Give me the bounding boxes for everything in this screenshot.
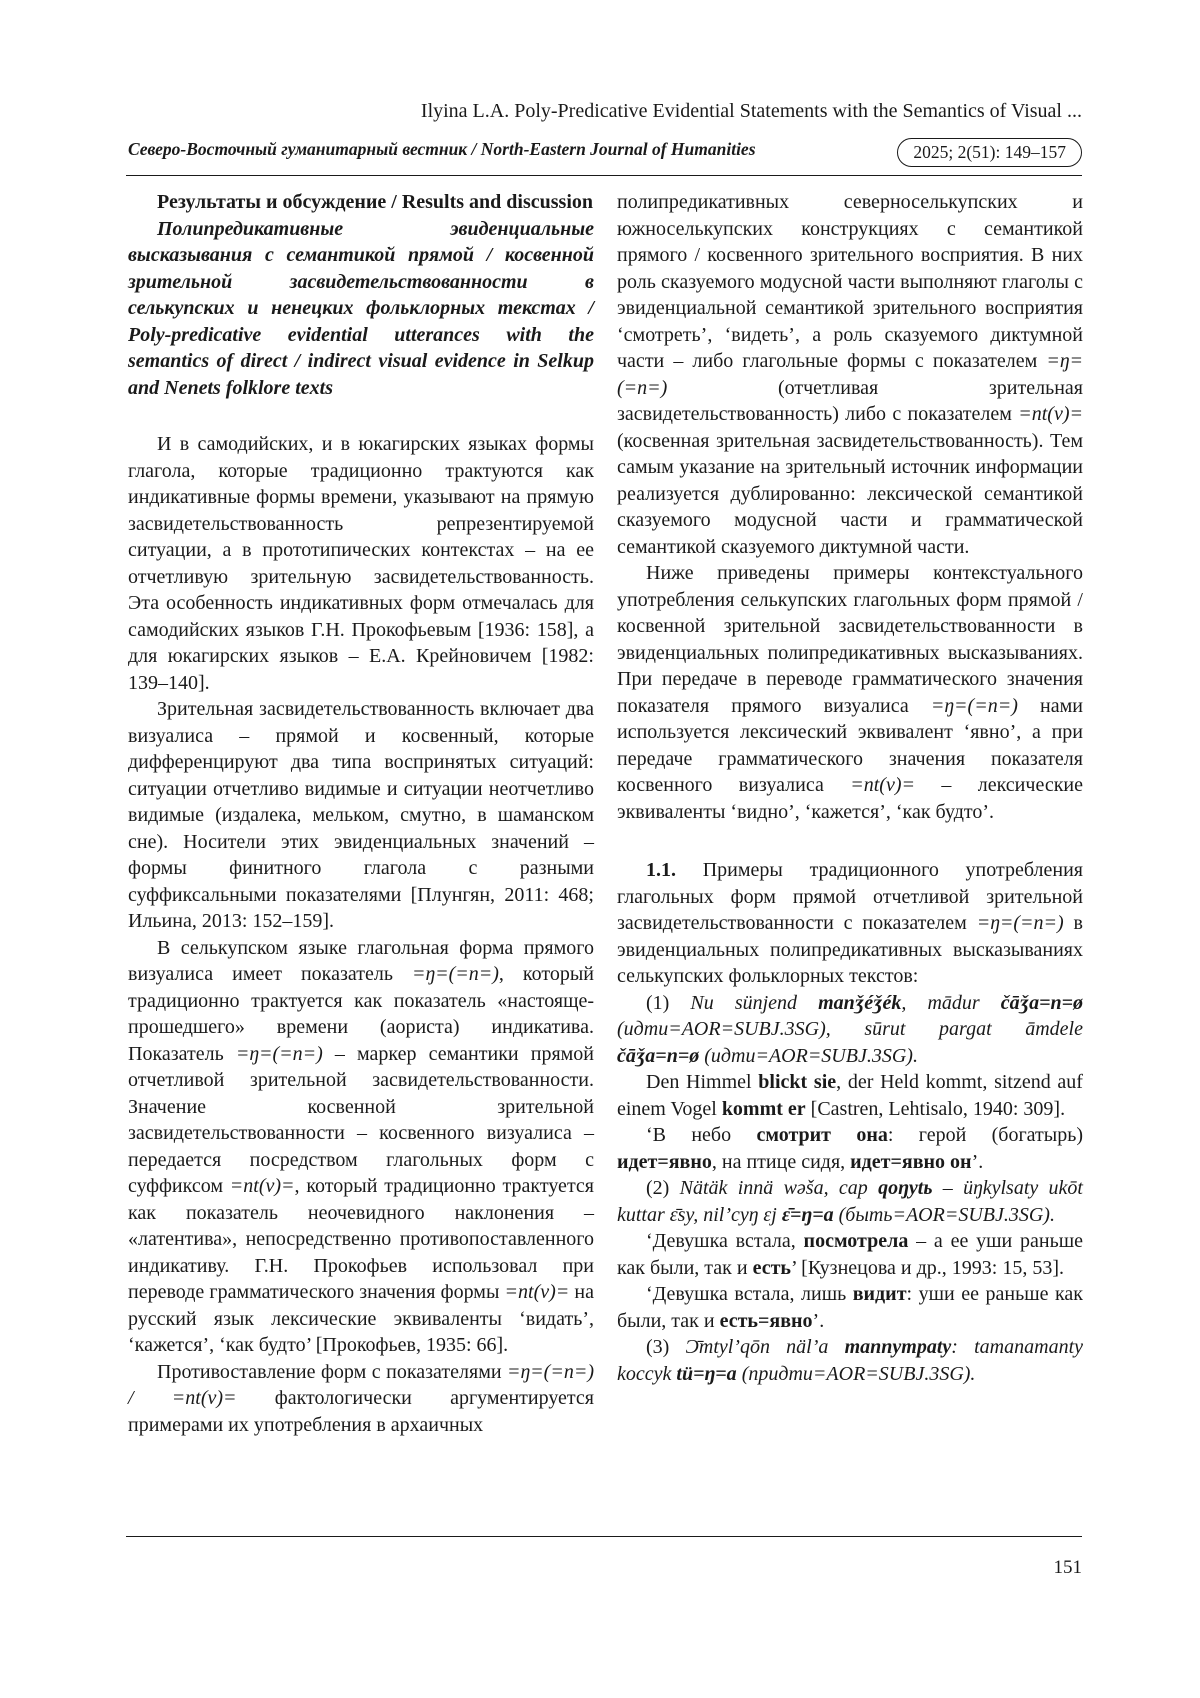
morpheme: =ŋ=(=n=) <box>411 963 499 985</box>
footer-divider <box>126 1536 1082 1537</box>
example-1-translation: ‘В небо смотрит она: герой (богатырь) идет=явно, на птице сидя, идет=явно он’. <box>617 1124 1083 1173</box>
example-1: (1) Nu sünjend manǯéǯék, mādur čāǯa=n=ø (идти=AOR=SUBJ.3SG), sūrut pargat āmdele čāǯa=n=ø (идти=AOR=SUBJ.3SG). <box>617 991 1084 1067</box>
journal-title: Северо-Восточный гуманитарный вестник / North-Eastern Journal of Humanities <box>128 139 756 159</box>
paragraph: Зрительная засвидетельствованность включает два визуалиса – прямой и косвенный, которые дифференцируют два типа воспринятых ситуаций: ситуации отчетливо видимые и ситуации неотчетливо видимые (издалека, мельком, смутно, в шаманском сне). Носители этих эвиденциальных значений – формы финитного глагола с разными суффиксальными показателями [Плунгян, 2011: 468; Ильина, 2013: 152–159]. <box>128 698 594 932</box>
morpheme: =nt(v)= <box>504 1281 570 1303</box>
subsection-heading: Полипредикативные эвиденциальные высказывания с семантикой прямой / косвенной зрительной засвидетельствованности в селькупских и ненецких фольклорных текстах / Poly-predicative evidential utterances with the semantics of direct / indirect visual evidence in Selkup and Nenets folklore texts <box>128 217 594 399</box>
example-2: (2) Nätäk innä wəša, cap qoŋytь – üŋkylsaty ukōt kuttar ɛ̄sy, nil’cyŋ ɛj ɛ̄=ŋ=a (быть=AOR=SUBJ.3SG). <box>617 1177 1083 1226</box>
paragraph: И в самодийских, и в юкагирских языках формы глагола, которые традиционно трактуются как индикативные формы времени, указывают на прямую засвидетельствованность репрезентируемой ситуации, а в прототипических контекстах – на ее отчетливую зрительную засвидетельствованность. Эта особенность индикативных форм отмечалась для самодийских языков Г.Н. Прокофьевым [1936: 158], а для юкагирских языков – Е.А. Крейновичем [1982: 139–140]. <box>128 433 594 694</box>
morpheme: =ŋ=(=n=) <box>930 694 1018 717</box>
example-2-translation-alt: ‘Девушка встала, лишь видит: уши ее раньше как были, так и есть=явно’. <box>617 1283 1083 1332</box>
example-2-translation: ‘Девушка встала, посмотрела – а ее уши раньше как были, так и есть’ [Кузнецова и др., 1993: 15, 53]. <box>617 1230 1083 1279</box>
morpheme: =ŋ=(=n=) <box>617 350 1083 399</box>
paragraph: Ниже приведены примеры контекстуального употребления селькупских глагольных форм прямой / косвенной зрительной засвидетельствованности в эвиденциальных полипредикативных высказываниях. При передаче в переводе грамматического значения показателя прямого визуалиса =ŋ=(=n=) нами используется лексический эквивалент ‘явно’, а при передаче грамматического значения показателя косвенного визуалиса =nt(v)= – лексические эквиваленты ‘видно’, ‘кажется’, ‘как будто’. <box>617 562 1083 823</box>
running-title: Ilyina L.A. Poly-Predicative Evidential Statements with the Semantics of Visual ... <box>420 100 1082 122</box>
morpheme: =ŋ=(=n=) <box>235 1042 323 1065</box>
issue-badge: 2025; 2(51): 149–157 <box>897 138 1082 167</box>
morpheme: =ŋ=(=n=) / =nt(v)= <box>128 1360 594 1409</box>
morpheme: =ŋ=(=n=) <box>976 912 1064 934</box>
paragraph: полипредикативных северноселькупских и южноселькупских конструкциях с семантикой прямого / косвенного зрительного восприятия. В них роль сказуемого модусной части выполняют глаголы с эвиденциальной семантикой зрительного восприятия ‘смотреть’, ‘видеть’, а роль сказуемого диктумной части – либо глагольные формы с показателем =ŋ=(=n=) (отчетливая зрительная засвидетельствованность) либо с показателем =nt(v)= (косвенная зрительная засвидетельствованность). Тем самым указание на зрительный источник информации реализуется дублированно: лексической семантикой сказуемого модусной части и грамматической семантикой сказуемого диктумной части. <box>617 191 1083 558</box>
left-column <box>128 189 594 1438</box>
section-number: 1.1. <box>646 859 676 881</box>
morpheme: =nt(v)= <box>229 1175 295 1197</box>
morpheme: =nt(v)= <box>850 774 915 796</box>
example-3: (3) Ɔ̄mtyl’qōn näl’a mannympaty: tamanamanty koccyk tü=ŋ=a (придти=AOR=SUBJ.3SG). <box>617 1336 1084 1385</box>
header-divider <box>126 175 1082 176</box>
section-heading: Результаты и обсуждение / Results and discussion <box>157 191 594 213</box>
example-1-german: Den Himmel blickt sie, der Held kommt, sitzend auf einem Vogel kommt er [Castren, Lehtisalo, 1940: 309]. <box>617 1071 1083 1120</box>
paragraph: Противоставление форм с показателями =ŋ=(=n=) / =nt(v)= фактологически аргументируется примерами их употребления в архаичных <box>128 1360 594 1436</box>
paragraph: В селькупском языке глагольная форма прямого визуалиса имеет показатель =ŋ=(=n=), который традиционно трактуется как показатель «настояще-прошедшего» времени (аориста) индикатива. Показатель =ŋ=(=n=) – маркер семантики прямой отчетливой зрительной засвидетельствованности. Значение косвенной зрительной засвидетельствованности – косвенного визуалиса – передается посредством глагольных форм с суффиксом =nt(v)=, который традиционно трактуется как показатель неочевидного наклонения – «латентива», непосредственно противопоставленного индикативу. Г.Н. Прокофьев использовал при переводе грамматического значения формы =nt(v)= на русский язык лексические эквиваленты ‘видать’, ‘кажется’, ‘как будто’ [Прокофьев, 1935: 66]. <box>128 936 594 1356</box>
morpheme: =nt(v)= <box>1018 403 1083 425</box>
page-number: 151 <box>1053 1557 1082 1578</box>
right-column <box>617 189 1083 1387</box>
paragraph: 1.1. Примеры традиционного употребления глагольных форм прямой отчетливой зрительной засвидетельствованности с показателем =ŋ=(=n=) в эвиденциальных полипредикативных высказываниях селькупских фольклорных текстов: <box>617 859 1083 987</box>
